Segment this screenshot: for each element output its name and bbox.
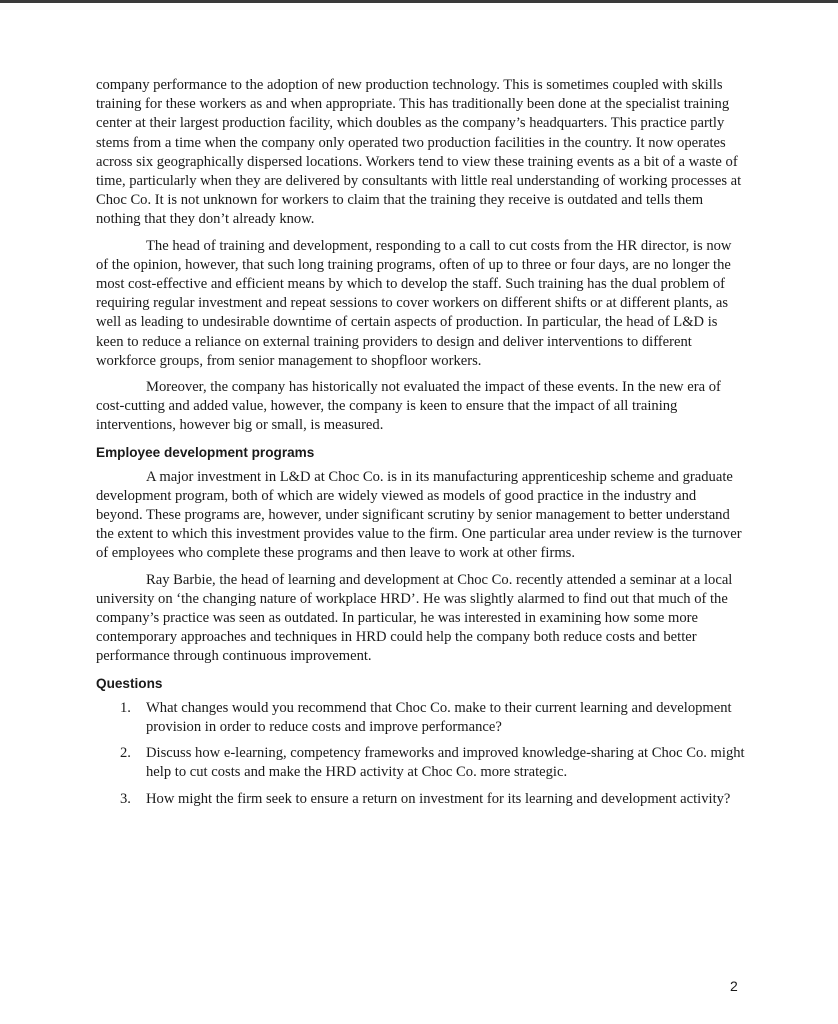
heading-questions: Questions (96, 675, 163, 691)
question-number: 1. (120, 699, 131, 716)
question-text: Discuss how e-learning, competency frameworks and improved knowledge-sharing at Choc Co. might help to cut costs and make the HRD activity at Choc Co. more strategic. (146, 745, 745, 781)
question-item (96, 790, 746, 809)
question-number: 3. (120, 790, 131, 807)
paragraph-evaluation: Moreover, the company has historically not evaluated the impact of these events. In the new era of cost-cutting and added value, however, the company is keen to ensure that the impact of all training interventions, however big or small, is measured. (96, 379, 721, 434)
top-border (0, 0, 838, 3)
document-page (96, 76, 746, 816)
paragraph-investment: A major investment in L&D at Choc Co. is in its manufacturing apprenticeship scheme and graduate development program, both of which are widely viewed as models of good practice in the industry and beyond. These programs are, however, under significant scrutiny by senior management to better understand the extent to which this investment provides value to the firm. One particular area under review is the turnover of employees who complete these programs and then leave to work at other firms. (96, 468, 742, 562)
paragraph-intro: company performance to the adoption of new production technology. This is sometimes coupled with skills training for these workers as and when appropriate. This has traditionally been done at the specialist training center at their largest production facility, which doubles as the company’s headquarters. This practice partly stems from a time when the company only operated two production facilities in the country. It now operates across six geographically dispersed locations. Workers tend to view these training events as a bit of a waste of time, particularly when they are delivered by consultants with little real understanding of working processes at Choc Co. It is not unknown for workers to claim that the training they receive is outdated and tells them nothing that they don’t already know. (96, 77, 742, 228)
questions-list (96, 699, 746, 809)
question-text: How might the firm seek to ensure a return on investment for its learning and development activity? (146, 790, 731, 807)
paragraph-training-costs: The head of training and development, responding to a call to cut costs from the HR director, is now of the opinion, however, that such long training programs, often of up to three or four days, are no longer the most cost-effective and efficient means by which to develop the staff. Such training has the dual problem of requiring regular investment and repeat sessions to cover workers on different shifts or at different plants, as well as leading to undesirable downtime of certain aspects of production. In particular, the head of L&D is keen to reduce a reliance on external training providers to design and deliver interventions to different workforce groups, from senior management to shopfloor workers. (96, 237, 732, 369)
heading-employee-development: Employee development programs (96, 444, 315, 460)
question-item (96, 744, 746, 782)
question-text: What changes would you recommend that Choc Co. make to their current learning and development provision in order to reduce costs and improve performance? (146, 699, 732, 735)
question-number: 2. (120, 745, 131, 762)
paragraph-ray-barbie: Ray Barbie, the head of learning and development at Choc Co. recently attended a seminar at a local university on ‘the changing nature of workplace HRD’. He was slightly alarmed to find out that much of the company’s practice was seen as outdated. In particular, he was interested in examining how some more contemporary approaches and techniques in HRD could help the company both reduce costs and better performance through continuous improvement. (96, 571, 733, 665)
page-number: 2 (730, 978, 738, 994)
question-item (96, 699, 746, 737)
